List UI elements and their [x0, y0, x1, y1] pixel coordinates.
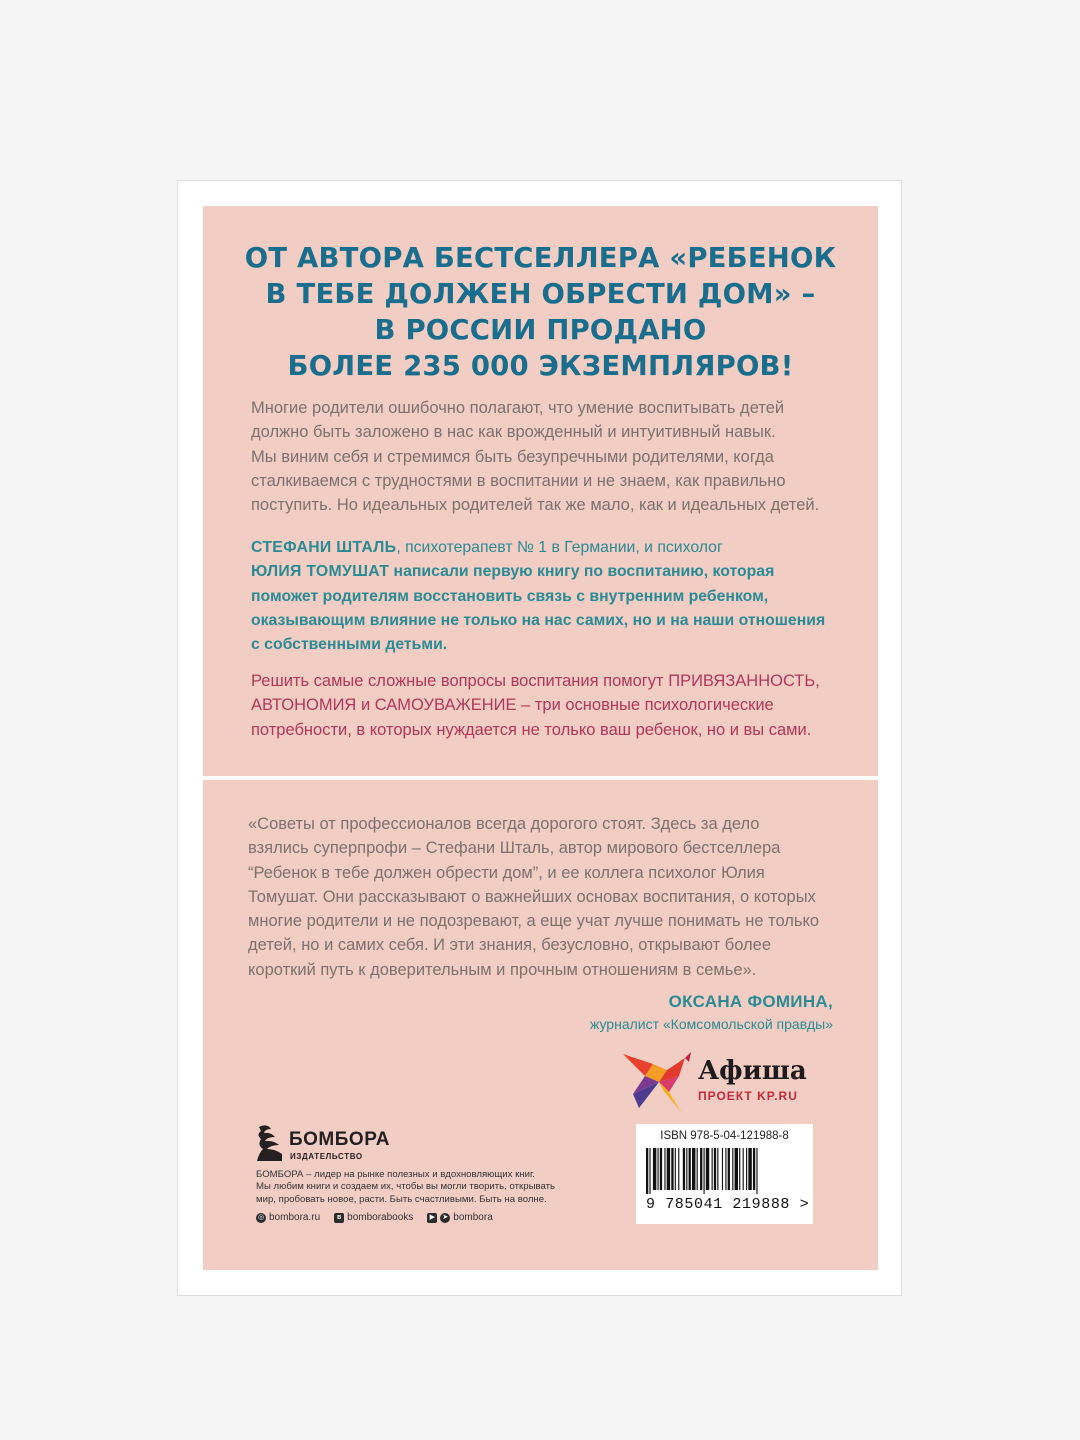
authors-line	[251, 560, 851, 584]
barcode-bar	[689, 1148, 691, 1190]
social-label: bomborabooks	[347, 1212, 414, 1223]
headline-line: В ТЕБЕ ДОЛЖЕН ОБРЕСТИ ДОМ» –	[265, 278, 816, 310]
authors-line: оказывающим влияние не только на нас самих, но и на наши отношения	[251, 611, 826, 629]
author-name: ЮЛИЯ ТОМУШАТ	[251, 563, 390, 581]
needs-keyword: ПРИВЯЗАННОСТЬ,	[668, 672, 820, 690]
authors-text: , психотерапевт № 1 в Германии, и психолог	[396, 539, 723, 556]
headline	[203, 240, 878, 384]
needs-line	[251, 669, 851, 693]
quote-line: Томушат. Они рассказывают о важнейших основах воспитания, о которых	[248, 887, 816, 906]
barcode-bar	[649, 1148, 650, 1194]
barcode-bar	[735, 1148, 738, 1190]
barcode-bar	[671, 1148, 673, 1190]
publisher-line: БОМБОРА – лидер на рынке полезных и вдохновляющих книг.	[256, 1169, 535, 1180]
authors-text: написали первую книгу по воспитанию, которая	[389, 563, 775, 581]
needs-text: Решить самые сложные вопросы воспитания помогут	[251, 672, 669, 690]
quote-author: ОКСАНА ФОМИНА,	[668, 992, 833, 1011]
quote-line: «Советы от профессионалов всегда дорогого стоят. Здесь за дело	[248, 815, 760, 833]
bombora-logo	[255, 1123, 395, 1165]
isbn-label: ISBN 978-5-04-121988-8	[660, 1130, 789, 1142]
barcode-bar	[678, 1148, 679, 1190]
barcode-bar	[697, 1148, 698, 1190]
needs-paragraph	[251, 669, 851, 742]
telegram-icon: ➤	[440, 1213, 450, 1223]
book-back-cover	[177, 180, 902, 1296]
quote-line: взялись суперпрофи – Стефани Шталь, автор мирового бестселлера	[248, 839, 781, 858]
intro-line: поступить. Но идеальных родителей так же мало, как и идеальных детей.	[251, 496, 820, 515]
needs-line	[251, 693, 851, 717]
barcode-bar	[748, 1148, 751, 1190]
afisha-title: Афиша	[698, 1056, 807, 1086]
authors-line: поможет родителям восстановить связь с внутренним ребенком,	[251, 587, 769, 605]
barcode-bar	[692, 1148, 695, 1190]
barcode-bar	[646, 1148, 648, 1194]
publisher-sub: ИЗДАТЕЛЬСТВО	[290, 1152, 363, 1161]
isbn-barcode	[636, 1124, 813, 1224]
barcode-bar	[722, 1148, 723, 1190]
authors-paragraph	[251, 536, 851, 657]
intro-line: Мы виним себя и стремимся быть безупречными родителями, когда	[251, 447, 774, 466]
wave-icon	[255, 1123, 285, 1163]
barcode-bar	[728, 1148, 730, 1190]
barcode-bar	[706, 1148, 709, 1190]
barcode-bar	[714, 1148, 716, 1190]
authors-line	[251, 536, 851, 560]
barcode-bar	[756, 1148, 757, 1194]
barcode-bar	[658, 1148, 659, 1190]
intro-paragraph	[251, 396, 851, 517]
barcode-bar	[717, 1148, 718, 1190]
quote-line: детей, но и самих себя. И эти знания, безусловно, открывают более	[248, 936, 772, 955]
barcode-bar	[660, 1148, 662, 1190]
afisha-subtitle: ПРОЕКТ KP.RU	[698, 1089, 798, 1103]
needs-line: потребности, в которых нуждается не только ваш ребенок, но и вы сами.	[251, 720, 812, 739]
quote-line: короткий путь к доверительным и прочным отношениям в семье».	[248, 960, 757, 979]
intro-line: Многие родители ошибочно полагают, что умение воспитывать детей	[251, 399, 785, 417]
barcode-bars	[646, 1148, 803, 1194]
needs-text: – три основные психологические	[516, 696, 774, 715]
needs-keyword: АВТОНОМИЯ	[251, 696, 357, 715]
barcode-bar	[653, 1148, 656, 1190]
headline-line: БОЛЕЕ 235 000 ЭКЗЕМПЛЯРОВ!	[287, 350, 794, 382]
needs-text: и	[356, 696, 375, 715]
intro-line: должно быть заложено в нас как врожденный и интуитивный навык.	[251, 423, 776, 442]
intro-line: сталкиваемся с трудностями в воспитании и не знаем, как правильно	[251, 471, 786, 490]
quote-line: “Ребенок в тебе должен обрести дом”, и ее коллега психолог Юлия	[248, 863, 765, 882]
barcode-bar	[753, 1148, 755, 1190]
social-link-site[interactable]	[256, 1212, 320, 1223]
quote-author-role: журналист «Комсомольской правды»	[589, 1016, 833, 1032]
barcode-bar	[700, 1148, 702, 1190]
authors-line: с собственными детьми.	[251, 636, 448, 654]
quote-line: многие родители и не подозревают, а еще учат лучше понимать не только	[248, 912, 820, 931]
barcode-bar	[712, 1148, 713, 1190]
social-label: bombora	[453, 1212, 493, 1223]
top-panel	[203, 206, 878, 776]
barcode-bar	[686, 1148, 687, 1190]
barcode-bar	[675, 1148, 676, 1190]
review-quote	[248, 812, 858, 982]
publisher-name: БОМБОРА	[289, 1129, 390, 1150]
bird-icon	[623, 1046, 693, 1116]
social-link-youtube-telegram[interactable]	[427, 1212, 492, 1223]
publisher-description	[256, 1169, 555, 1206]
author-name: СТЕФАНИ ШТАЛЬ	[251, 539, 397, 556]
social-links	[256, 1212, 493, 1223]
publisher-line: мир, пробовать новое, расти. Быть счастливыми. Быть на волне.	[256, 1193, 547, 1205]
vk-icon: в	[334, 1213, 344, 1223]
barcode-bar	[743, 1148, 744, 1190]
barcode-bar	[704, 1148, 705, 1194]
barcode-bar	[664, 1148, 665, 1190]
barcode-bar	[667, 1148, 670, 1190]
globe-icon: ◎	[257, 1213, 265, 1221]
social-link-vk[interactable]	[334, 1212, 413, 1223]
barcode-bar	[725, 1148, 726, 1190]
afisha-logo	[623, 1046, 823, 1116]
barcode-bar	[732, 1148, 733, 1190]
publisher-line: Мы любим книги и создаем их, чтобы вы могли творить, открывать	[256, 1181, 555, 1193]
social-label: bombora.ru	[269, 1212, 321, 1223]
needs-keyword: САМОУВАЖЕНИЕ	[374, 696, 517, 715]
barcode-bar	[683, 1148, 685, 1190]
youtube-icon: ▶	[427, 1213, 437, 1223]
barcode-bar	[746, 1148, 747, 1190]
headline-line: В РОССИИ ПРОДАНО	[374, 314, 707, 346]
headline-line: ОТ АВТОРА БЕСТСЕЛЛЕРА «РЕБЕНОК	[244, 242, 837, 274]
bottom-panel	[203, 780, 878, 1270]
barcode-bar	[739, 1148, 740, 1190]
isbn-digits: 9 785041 219888 >	[646, 1196, 810, 1213]
